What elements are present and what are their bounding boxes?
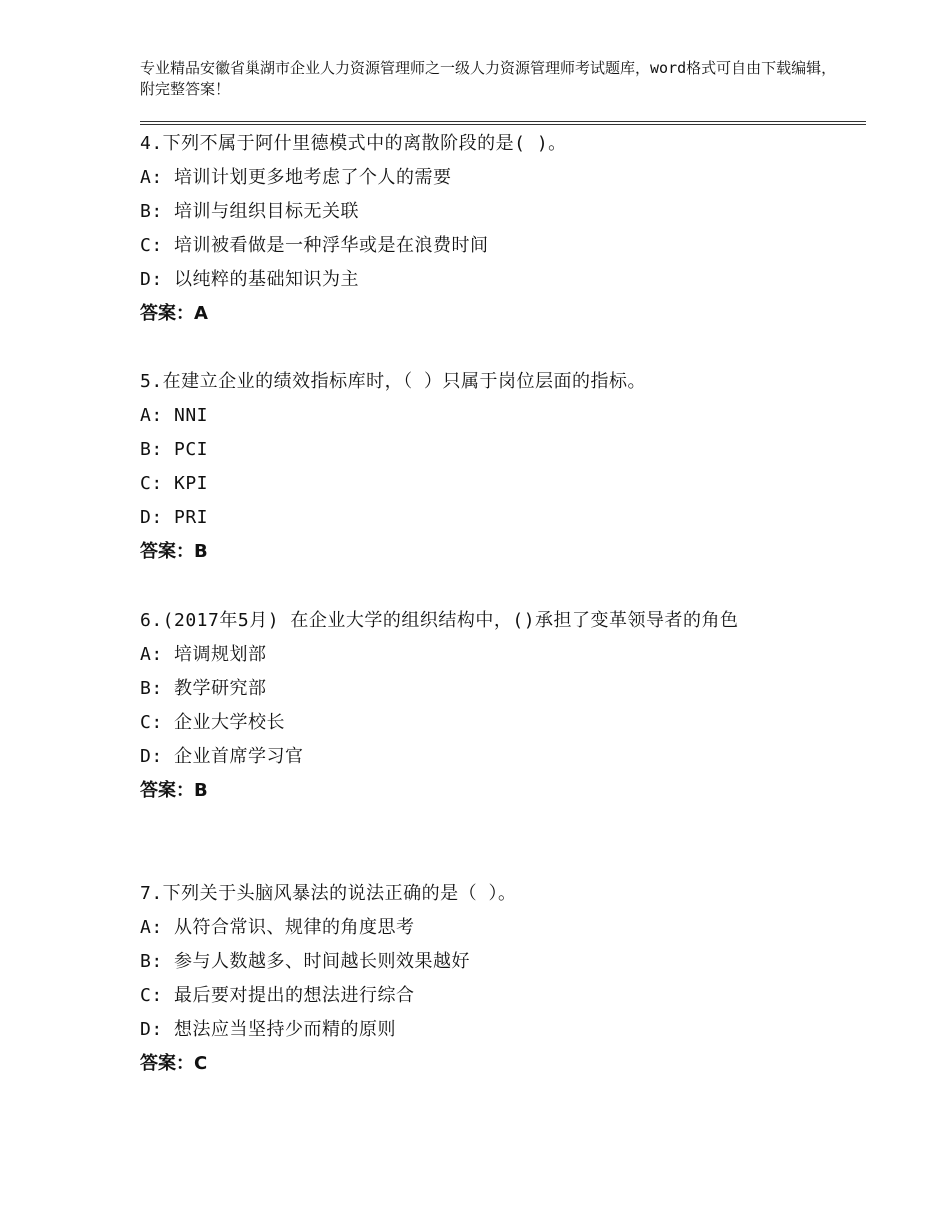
option-b: B: 培训与组织目标无关联 xyxy=(140,201,360,222)
answer: 答案：C xyxy=(140,1053,208,1074)
option-b: B: 参与人数越多、时间越长则效果越好 xyxy=(140,951,471,972)
question-block xyxy=(140,365,840,569)
option-d: D: 企业首席学习官 xyxy=(140,746,304,767)
question-title: 5.在建立企业的绩效指标库时，（ ）只属于岗位层面的指标。 xyxy=(140,371,647,392)
question-title: 7.下列关于头脑风暴法的说法正确的是（ ）。 xyxy=(140,883,517,904)
answer: 答案：B xyxy=(140,780,208,801)
option-b: B: 教学研究部 xyxy=(140,678,267,699)
option-a: A: NNI xyxy=(140,405,209,426)
question-title: 6.(2017年5月) 在企业大学的组织结构中，()承担了变革领导者的角色 xyxy=(140,610,739,631)
answer: 答案：A xyxy=(140,303,208,324)
option-b: B: PCI xyxy=(140,439,209,460)
question-title: 4.下列不属于阿什里德模式中的离散阶段的是( )。 xyxy=(140,133,567,154)
option-c: C: 企业大学校长 xyxy=(140,712,286,733)
header-divider-double xyxy=(140,124,866,125)
question-block xyxy=(140,604,840,808)
question-block xyxy=(140,877,840,1081)
option-c: C: 培训被看做是一种浮华或是在浪费时间 xyxy=(140,235,489,256)
option-a: A: 培调规划部 xyxy=(140,644,267,665)
option-c: C: KPI xyxy=(140,473,209,494)
question-block xyxy=(140,127,840,331)
option-a: A: 从符合常识、规律的角度思考 xyxy=(140,917,415,938)
option-c: C: 最后要对提出的想法进行综合 xyxy=(140,985,415,1006)
answer: 答案：B xyxy=(140,541,208,562)
option-a: A: 培训计划更多地考虑了个人的需要 xyxy=(140,167,452,188)
header-divider xyxy=(140,121,866,122)
option-d: D: 以纯粹的基础知识为主 xyxy=(140,269,360,290)
option-d: D: 想法应当坚持少而精的原则 xyxy=(140,1019,397,1040)
document-header: 专业精品安徽省巢湖市企业人力资源管理师之一级人力资源管理师考试题库，word格式可自由下载编辑，附完整答案！ xyxy=(140,59,837,98)
option-d: D: PRI xyxy=(140,507,209,528)
